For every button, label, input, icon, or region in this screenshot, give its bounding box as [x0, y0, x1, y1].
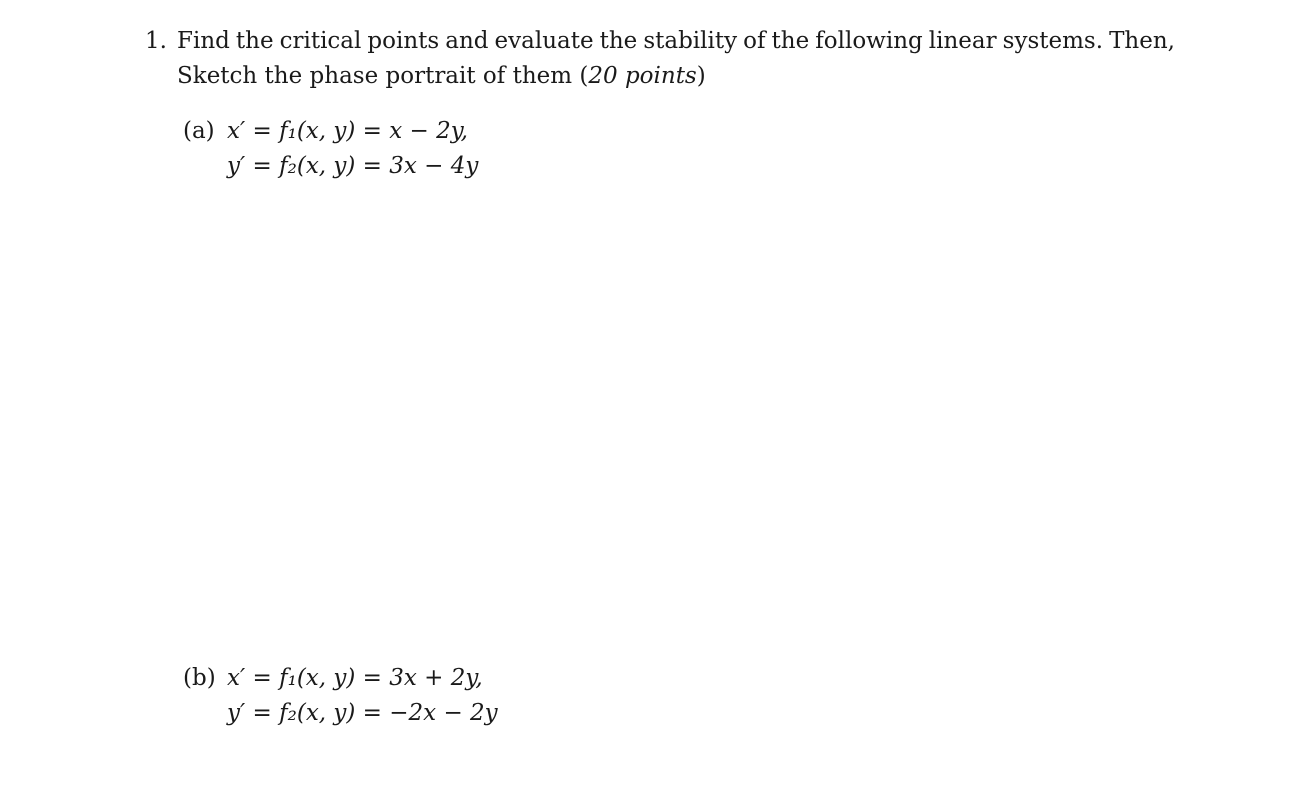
word: of: [743, 28, 766, 54]
word: linear: [928, 28, 997, 54]
word: stability: [643, 28, 738, 54]
closing-paren: ): [696, 63, 706, 89]
statement-text: Sketch the phase portrait of them (: [177, 63, 589, 89]
equation-x-prime: x′ = f₁(x, y) = x − 2y,: [227, 118, 468, 144]
word: systems.: [1002, 28, 1104, 54]
word: following: [815, 28, 923, 54]
word: evaluate: [494, 28, 594, 54]
word: points: [367, 28, 440, 54]
problem-1: [145, 24, 1175, 94]
part-label: (b): [183, 665, 216, 691]
word: critical: [279, 28, 362, 54]
problem-statement: [177, 24, 1175, 94]
word: the: [235, 28, 274, 54]
word: and: [445, 28, 489, 54]
word: Then,: [1109, 28, 1175, 54]
problem-statement-line-2: [177, 59, 1175, 94]
word: Find: [177, 28, 230, 54]
equation-y-prime: y′ = f₂(x, y) = −2x − 2y: [227, 700, 498, 726]
word: the: [599, 28, 638, 54]
problem-number: 1.: [145, 28, 167, 54]
points-value: 20 points: [588, 63, 697, 89]
equation-y-prime: y′ = f₂(x, y) = 3x − 4y: [227, 153, 479, 179]
word: the: [771, 28, 810, 54]
part-label: (a): [183, 118, 215, 144]
problem-statement-line-1: [177, 24, 1175, 59]
equation-x-prime: x′ = f₁(x, y) = 3x + 2y,: [227, 665, 483, 691]
